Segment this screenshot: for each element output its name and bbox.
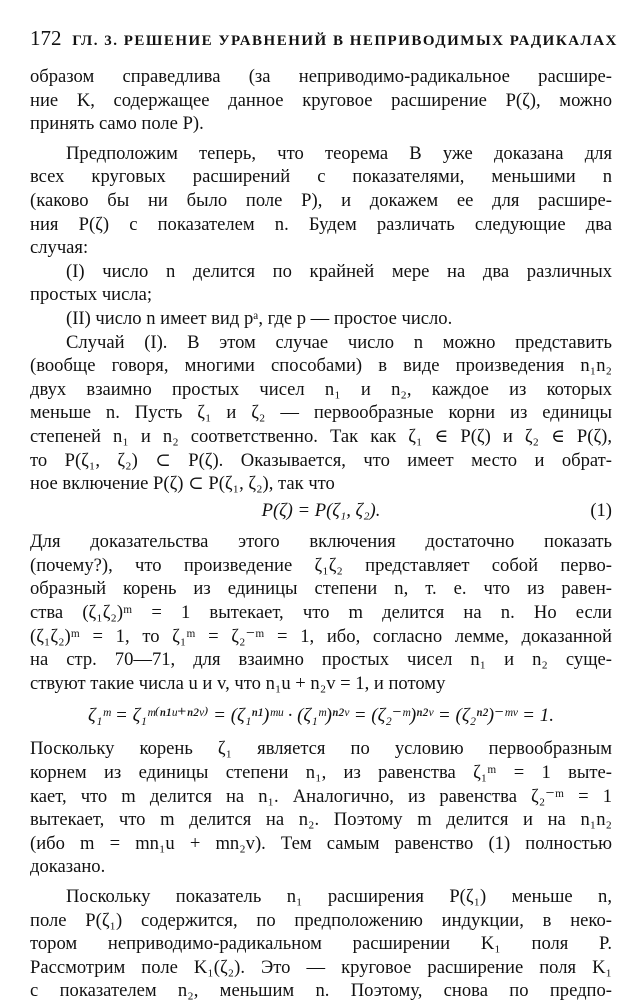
paragraph-3 <box>30 331 612 496</box>
text-line: тором неприводимо-радикальном расширении K₁ поля P. <box>30 933 612 955</box>
text-line: (ζ₁ζ₂)ᵐ = 1, то ζ₁ᵐ = ζ₂⁻ᵐ = 1, ибо, согласно лемме, доказанной <box>30 625 612 647</box>
text-line: (II) число n имеет вид pᵃ, где p — простое число. <box>66 307 453 329</box>
equation-1-body: P(ζ) = P(ζ₁, ζ₂). <box>261 499 381 521</box>
text-line: всех круговых расширений с показателями, меньшими n <box>30 166 612 188</box>
text-line: меньше n. Пусть ζ₁ и ζ₂ — первообразные корни из единицы <box>30 402 612 424</box>
text-line: ства (ζ₁ζ₂)ᵐ = 1 вытекает, что m делится на n. Но если <box>30 602 612 624</box>
text-line: с показателем n₂, меньшим n. Поэтому, снова по предпо- <box>30 980 612 1002</box>
running-title: ГЛ. 3. РЕШЕНИЕ УРАВНЕНИЙ В НЕПРИВОДИМЫХ РАДИКАЛАХ <box>72 33 618 49</box>
text-line: ное включение P(ζ) ⊂ P(ζ₁, ζ₂), так что <box>30 473 335 495</box>
case-1 <box>30 260 612 307</box>
text-line: образный корень из единицы степени n, т. е. что из равен- <box>30 578 612 600</box>
text-line: (почему?), что произведение ζ₁ζ₂ представляет собой перво- <box>30 554 612 576</box>
text-line: ния P(ζ) с показателем n. Будем различать следующие два <box>30 213 612 235</box>
text-line: (I) число n делится по крайней мере на два различных <box>66 260 612 282</box>
page-number: 172 <box>30 26 62 50</box>
paragraph-4 <box>30 530 612 695</box>
text-line: Рассмотрим поле K₁(ζ₂). Это — круговое расширение поля K₁ <box>30 956 612 978</box>
running-header <box>30 26 618 53</box>
text-line: Предположим теперь, что теорема В уже доказана для <box>66 142 612 164</box>
text-line: ние K, содержащее данное круговое расширение P(ζ), можно <box>30 89 612 111</box>
case-2 <box>30 307 612 331</box>
text-line: то P(ζ₁, ζ₂) ⊂ P(ζ). Оказывается, что имеет место и обрат- <box>30 449 612 471</box>
text-line: случая: <box>30 237 89 259</box>
text-line: Поскольку показатель n₁ расширения P(ζ₁) меньше n, <box>66 886 612 907</box>
equation-2: ζ₁ᵐ = ζ₁ᵐ⁽ⁿ¹ᵘ⁺ⁿ²ᵛ⁾ = (ζ₁ⁿ¹)ᵐᵘ · (ζ₁ᵐ)ⁿ²ᵛ = (ζ₂⁻ᵐ)ⁿ²ᵛ = (ζ₂ⁿ²)⁻ᵐᵛ = 1. <box>88 705 554 727</box>
paragraph-2 <box>30 142 612 260</box>
text-line: простых числа; <box>30 284 153 306</box>
text-line: поле P(ζ₁) содержится, по предположению индукции, в неко- <box>30 909 612 931</box>
equation-number: (1) <box>590 499 612 521</box>
text-line: кает, что m делится на n₁. Аналогично, из равенства ζ₂⁻ᵐ = 1 <box>30 785 612 807</box>
text-line: (вообще говоря, многими способами) в виде произведения n₁n₂ <box>30 355 612 377</box>
text-line: вытекает, что m делится на n₂. Поэтому m делится и на n₁n₂ <box>30 809 612 831</box>
text-line: доказано. <box>30 856 106 878</box>
text-line: двух взаимно простых чисел n₁ и n₂, каждое из которых <box>30 378 612 400</box>
text-line: (ибо m = mn₁u + mn₂v). Тем самым равенство (1) полностью <box>30 832 612 854</box>
book-page <box>30 26 618 1003</box>
paragraph-5 <box>30 737 612 879</box>
text-line: образом справедлива (за неприводимо-радикальное расшире- <box>30 66 612 87</box>
text-line: на стр. 70—71, для взаимно простых чисел n₁ и n₂ суще- <box>30 649 612 671</box>
text-line: степеней n₁ и n₂ соответственно. Так как ζ₁ ∈ P(ζ) и ζ₂ ∈ P(ζ), <box>30 425 612 447</box>
text-line: (каково бы ни было поле P), и докажем ее для расшире- <box>30 189 612 211</box>
text-line: ствуют такие числа u и v, что n₁u + n₂v = 1, и потому <box>30 672 446 694</box>
equation-1 <box>30 499 612 523</box>
text-line: корнем из единицы степени n₁, из равенства ζ₁ᵐ = 1 выте- <box>30 762 612 784</box>
text-line: Случай (I). В этом случае число n можно представить <box>66 331 612 353</box>
text-line: Поскольку корень ζ₁ является по условию первообразным <box>30 738 612 760</box>
paragraph-1 <box>30 65 612 136</box>
paragraph-6 <box>30 885 612 1003</box>
text-line: принять само поле P). <box>30 113 204 135</box>
text-line: Для доказательства этого включения достаточно показать <box>30 531 612 553</box>
